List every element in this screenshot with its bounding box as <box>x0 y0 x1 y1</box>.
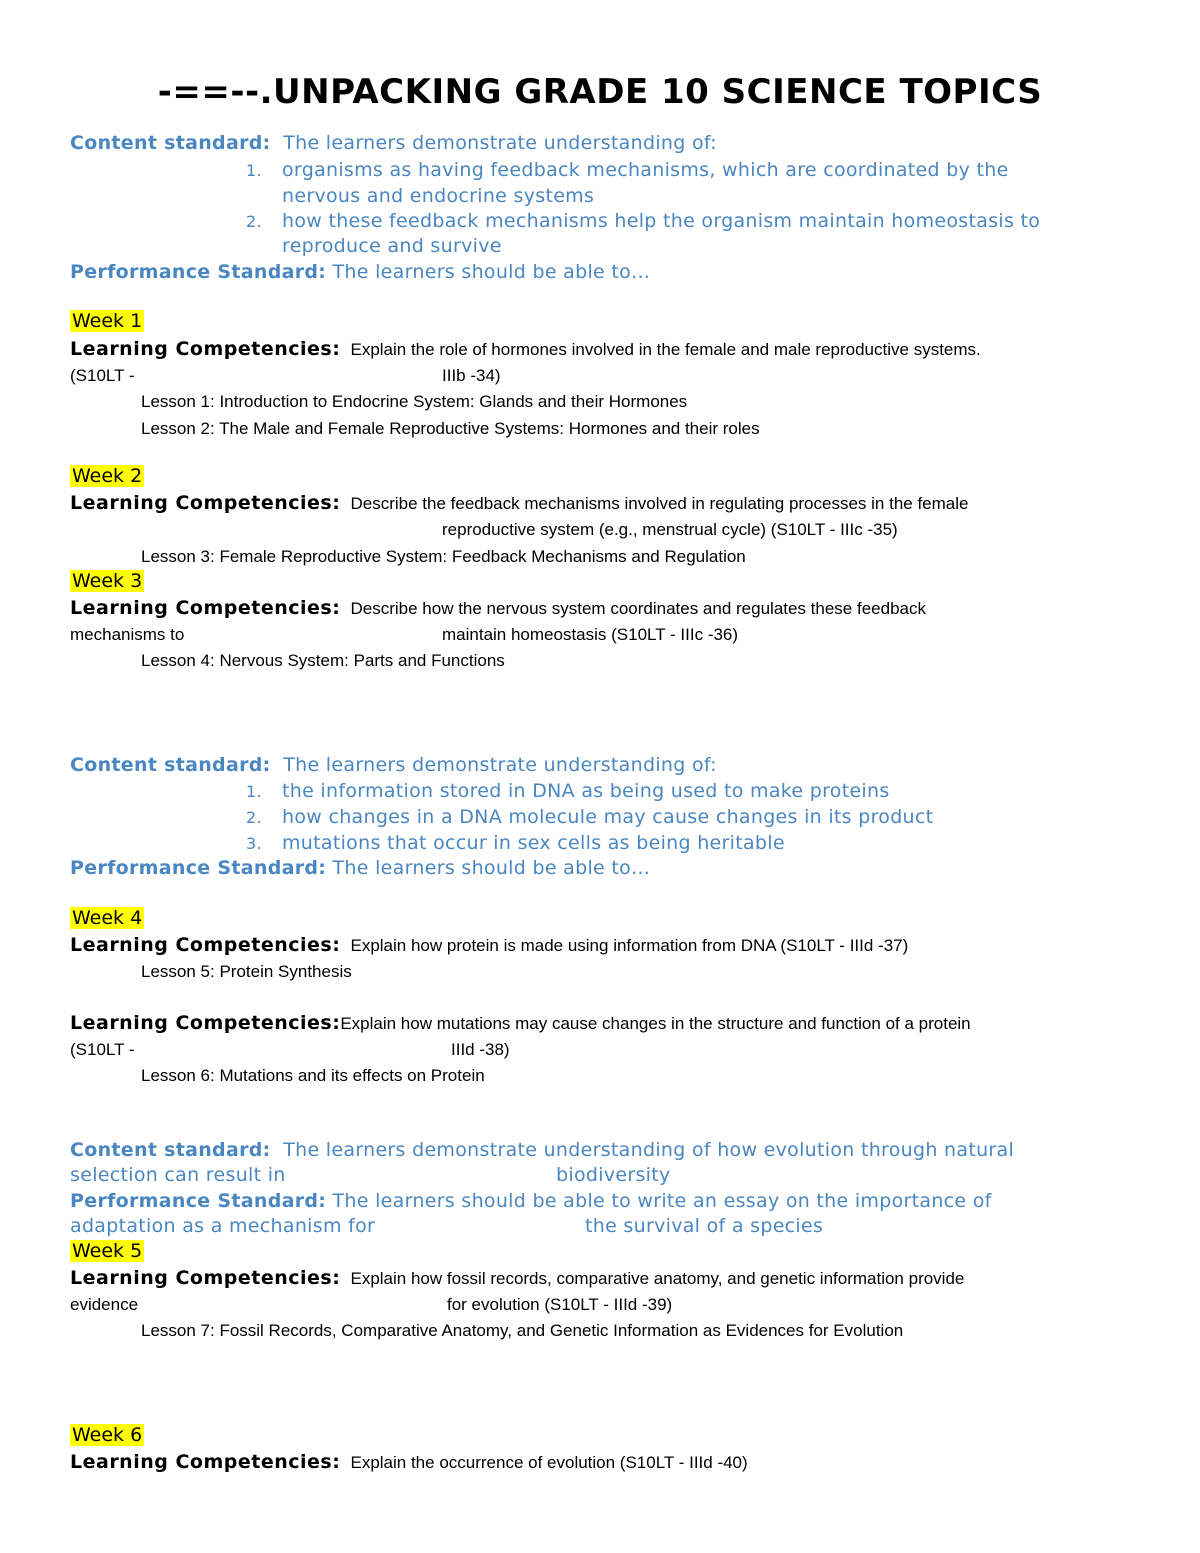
list-number: 3. <box>246 834 262 853</box>
list-number: 1. <box>246 161 262 180</box>
learning-competencies-label: Learning Competencies: <box>70 1451 341 1473</box>
competency-text: Explain the occurrence of evolution (S10LT - IIId -40) <box>350 1453 748 1472</box>
learning-competencies-label: Learning Competencies: <box>70 934 341 956</box>
list-text: organisms as having feedback mechanisms, which are coordinated by the <box>282 159 1009 181</box>
week-label: Week 2 <box>72 465 143 487</box>
competency-code: (S10LT - <box>70 1040 135 1059</box>
learning-competency <box>70 492 968 514</box>
list-item <box>246 806 933 828</box>
learning-competencies-label: Learning Competencies: <box>70 1267 341 1289</box>
list-number: 2. <box>246 808 262 827</box>
learning-competencies-label: Learning Competencies: <box>70 492 341 514</box>
list-number: 1. <box>246 782 262 801</box>
lesson-item: Lesson 6: Mutations and its effects on Protein <box>141 1066 485 1085</box>
competency-text: Describe the feedback mechanisms involved in regulating processes in the female <box>350 494 969 513</box>
lesson-item: Lesson 5: Protein Synthesis <box>141 962 352 981</box>
lesson-item: Lesson 3: Female Reproductive System: Feedback Mechanisms and Regulation <box>141 547 746 566</box>
competency-text: Explain how mutations may cause changes in the structure and function of a protein <box>340 1014 971 1033</box>
learning-competencies-label: Learning Competencies: <box>70 597 341 619</box>
competency-text-continued: maintain homeostasis (S10LT - IIIc -36) <box>442 625 739 644</box>
lesson-item: Lesson 7: Fossil Records, Comparative Anatomy, and Genetic Information as Evidences for Evolution <box>141 1321 904 1340</box>
list-item <box>246 159 1009 181</box>
competency-text: Explain how protein is made using information from DNA (S10LT - IIId -37) <box>350 936 909 955</box>
week-label: Week 5 <box>72 1240 143 1262</box>
competency-text-continued: for evolution (S10LT - IIId -39) <box>447 1295 673 1314</box>
performance-standard-continued: the survival of a species <box>585 1215 824 1237</box>
content-standard-3 <box>70 1139 1014 1161</box>
performance-standard-text: The learners should be able to… <box>332 857 651 879</box>
competency-text: Describe how the nervous system coordinates and regulates these feedback <box>350 599 926 618</box>
competency-code: (S10LT - <box>70 366 135 385</box>
week-label: Week 1 <box>72 310 143 332</box>
list-item <box>246 780 890 802</box>
learning-competency <box>70 338 981 360</box>
list-item-continued: reproduce and survive <box>282 235 502 257</box>
performance-standard-2 <box>70 857 650 879</box>
list-text: how changes in a DNA molecule may cause changes in its product <box>282 806 934 828</box>
performance-standard-text: The learners should be able to write an essay on the importance of <box>332 1190 992 1212</box>
week-label: Week 6 <box>72 1424 143 1446</box>
learning-competency <box>70 1012 971 1034</box>
competency-text: Explain how fossil records, comparative anatomy, and genetic information provide <box>350 1269 965 1288</box>
content-standard-continued: biodiversity <box>556 1164 671 1186</box>
content-standard-text: The learners demonstrate understanding of: <box>283 754 717 776</box>
content-standard-continued: selection can result in <box>70 1164 286 1186</box>
list-number: 2. <box>246 212 262 231</box>
competency-text-continued: evidence <box>70 1295 139 1314</box>
content-standard-2 <box>70 754 717 776</box>
competency-code: IIIb -34) <box>442 366 501 385</box>
list-item <box>246 210 1040 232</box>
content-standard-label: Content standard: <box>70 754 271 776</box>
learning-competency <box>70 597 926 619</box>
lesson-item: Lesson 1: Introduction to Endocrine System: Glands and their Hormones <box>141 392 688 411</box>
competency-code: IIId -38) <box>451 1040 510 1059</box>
learning-competency <box>70 934 908 956</box>
lesson-item: Lesson 4: Nervous System: Parts and Functions <box>141 651 505 670</box>
competency-text: Explain the role of hormones involved in the female and male reproductive systems. <box>350 340 981 359</box>
competency-text-continued: mechanisms to <box>70 625 185 644</box>
competency-text-continued: reproductive system (e.g., menstrual cycle) (S10LT - IIIc -35) <box>442 520 898 539</box>
performance-standard-label: Performance Standard: <box>70 857 327 879</box>
content-standard-1 <box>70 132 717 154</box>
learning-competencies-label: Learning Competencies: <box>70 1012 341 1034</box>
performance-standard-3 <box>70 1190 992 1212</box>
content-standard-label: Content standard: <box>70 132 271 154</box>
content-standard-text: The learners demonstrate understanding of: <box>283 132 717 154</box>
performance-standard-continued: adaptation as a mechanism for <box>70 1215 376 1237</box>
performance-standard-label: Performance Standard: <box>70 261 327 283</box>
learning-competency <box>70 1451 748 1473</box>
list-item-continued: nervous and endocrine systems <box>282 185 595 207</box>
performance-standard-1 <box>70 261 650 283</box>
page-title: -==--.UNPACKING GRADE 10 SCIENCE TOPICS <box>157 72 1043 112</box>
learning-competency <box>70 1267 964 1289</box>
lesson-item: Lesson 2: The Male and Female Reproductive Systems: Hormones and their roles <box>141 419 760 438</box>
list-item <box>246 832 785 854</box>
list-text: the information stored in DNA as being used to make proteins <box>282 780 890 802</box>
list-text: mutations that occur in sex cells as being heritable <box>282 832 785 854</box>
week-label: Week 4 <box>72 907 143 929</box>
list-text: how these feedback mechanisms help the organism maintain homeostasis to <box>282 210 1041 232</box>
performance-standard-label: Performance Standard: <box>70 1190 327 1212</box>
performance-standard-text: The learners should be able to… <box>332 261 651 283</box>
learning-competencies-label: Learning Competencies: <box>70 338 341 360</box>
content-standard-label: Content standard: <box>70 1139 271 1161</box>
week-label: Week 3 <box>72 570 143 592</box>
content-standard-text: The learners demonstrate understanding of how evolution through natural <box>283 1139 1015 1161</box>
